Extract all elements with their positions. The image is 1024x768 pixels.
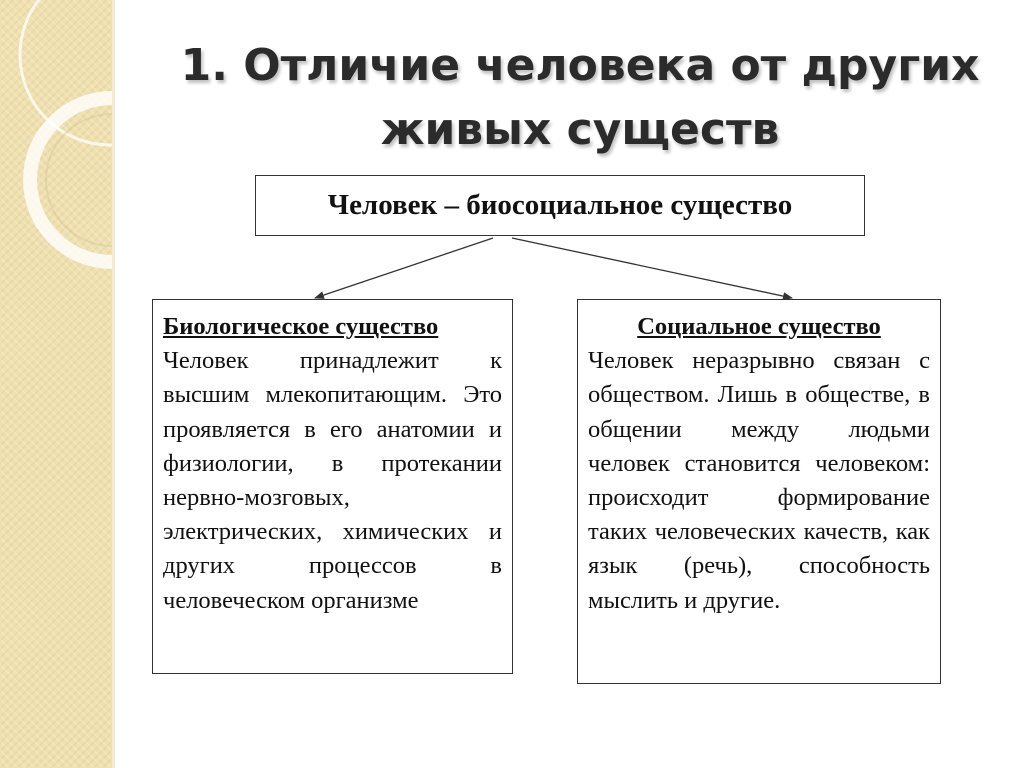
biological-being-text: Человек принадлежит к высшим млекопитающим. Это проявляется в его анатомии и физиологии, в протекании нервно-мозговых, электрических, химических и других процессов в человеческом организме (163, 347, 502, 614)
biological-being-box (152, 299, 513, 674)
social-being-box (577, 299, 941, 684)
biological-being-heading: Биологическое существо (163, 313, 439, 340)
arrow-to-social (512, 238, 792, 298)
social-being-heading: Социальное существо (637, 313, 881, 340)
root-node-label: Человек – биосоциальное существо (327, 189, 793, 221)
slide-title-line1: 1. Отличие человека от других (180, 40, 980, 91)
arrow-to-biological (315, 238, 493, 298)
slide-title-line2: живых существ (380, 104, 780, 155)
social-being-text: Человек неразрывно связан с обществом. Лишь в обществе, в общении между людьми человек становится человеком: происходит формирование таких человеческих качеств, как язык (речь), способность мыслить и другие. (588, 347, 930, 614)
